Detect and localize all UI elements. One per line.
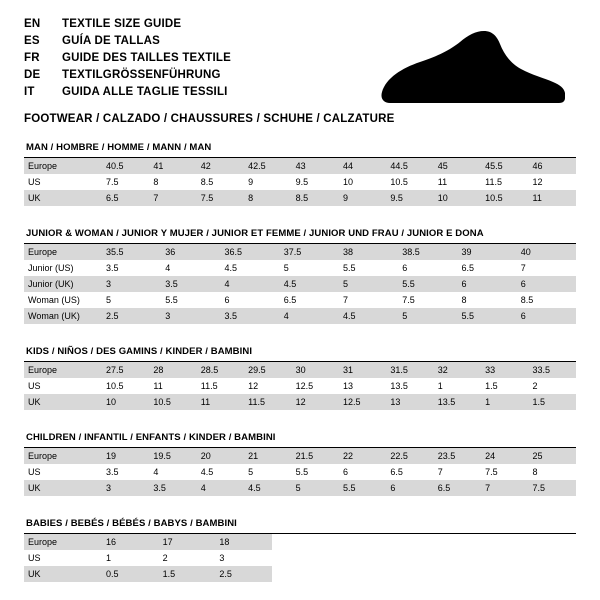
size-cell: 45.5 xyxy=(481,158,528,174)
size-cell: 42 xyxy=(197,158,244,174)
table-row xyxy=(24,550,272,566)
size-cell: 5 xyxy=(398,308,457,324)
size-cell: 22.5 xyxy=(386,448,433,464)
language-code: IT xyxy=(24,86,35,98)
row-label: UK xyxy=(24,394,102,410)
size-cell: 5.5 xyxy=(398,276,457,292)
section-spacer xyxy=(24,324,576,338)
size-cell: 13.5 xyxy=(434,394,481,410)
size-cell: 7.5 xyxy=(106,177,119,187)
size-cell: 8.5 xyxy=(200,177,214,187)
size-cell: 41 xyxy=(149,158,196,174)
size-cell: 10.5 xyxy=(390,177,408,187)
size-cell: 5 xyxy=(339,276,398,292)
size-cell: 22 xyxy=(339,448,386,464)
size-cell: 28 xyxy=(149,362,196,378)
size-cell: 3.5 xyxy=(221,308,280,324)
size-cell: 39 xyxy=(458,244,517,260)
size-table xyxy=(24,448,576,496)
size-cell: 3.5 xyxy=(106,263,119,273)
size-cell: 7 xyxy=(520,263,526,273)
size-section xyxy=(24,224,576,338)
language-title: GUIDA ALLE TAGLIE TESSILI xyxy=(62,86,228,98)
size-cell: 4.5 xyxy=(224,263,238,273)
size-cell: 35.5 xyxy=(102,244,161,260)
size-cell: 11 xyxy=(197,394,244,410)
size-cell: 8 xyxy=(461,295,467,305)
size-cell: 7.5 xyxy=(485,467,498,477)
language-title: GUÍA DE TALLAS xyxy=(62,35,160,47)
size-cell: 10 xyxy=(102,394,149,410)
size-cell: 1 xyxy=(437,381,443,391)
size-section-title: JUNIOR & WOMAN / JUNIOR Y MUJER / JUNIOR ET FEMME / JUNIOR UND FRAU / JUNIOR E DONA xyxy=(24,224,576,244)
size-cell: 44 xyxy=(339,158,386,174)
size-cell: 10.5 xyxy=(106,381,124,391)
row-label: UK xyxy=(24,480,102,496)
size-cell: 46 xyxy=(529,158,576,174)
size-cell: 11.5 xyxy=(485,177,502,187)
size-cell: 38.5 xyxy=(398,244,457,260)
size-section-title: MAN / HOMBRE / HOMME / MANN / MAN xyxy=(24,138,576,158)
size-cell: 5 xyxy=(292,480,339,496)
language-title: TEXTILE SIZE GUIDE xyxy=(62,18,182,30)
size-cell: 5.5 xyxy=(339,480,386,496)
size-cell: 31.5 xyxy=(386,362,433,378)
size-cell: 10.5 xyxy=(149,394,196,410)
size-cell: 17 xyxy=(159,534,216,550)
size-cell: 5.5 xyxy=(343,263,356,273)
size-cell: 10 xyxy=(342,177,353,187)
size-cell: 8 xyxy=(532,467,538,477)
table-row xyxy=(24,276,576,292)
row-label: UK xyxy=(24,566,102,582)
size-cell: 4.5 xyxy=(244,480,291,496)
table-row xyxy=(24,244,576,260)
row-label: Woman (US) xyxy=(28,295,80,305)
size-cell: 3.5 xyxy=(161,276,220,292)
size-cell: 6 xyxy=(224,295,230,305)
table-row xyxy=(24,480,576,496)
size-table xyxy=(24,158,576,206)
size-cell: 11 xyxy=(529,190,576,206)
section-spacer xyxy=(24,496,576,510)
row-label: Europe xyxy=(24,534,102,550)
size-cell: 1 xyxy=(106,553,112,563)
size-cell: 7.5 xyxy=(402,295,415,305)
size-cell: 7 xyxy=(481,480,528,496)
table-row xyxy=(24,378,576,394)
size-cell: 12.5 xyxy=(339,394,386,410)
table-row xyxy=(24,464,576,480)
row-label: US xyxy=(28,467,41,477)
size-section-title: BABIES / BEBÉS / BÉBÉS / BABYS / BAMBINI xyxy=(24,514,576,534)
size-section xyxy=(24,342,576,424)
size-cell: 4 xyxy=(153,467,159,477)
size-cell: 42.5 xyxy=(244,158,291,174)
size-cell: 6 xyxy=(458,276,517,292)
size-section xyxy=(24,428,576,510)
size-cell: 7 xyxy=(149,190,196,206)
row-label: Junior (US) xyxy=(28,263,74,273)
size-tables xyxy=(24,138,576,596)
size-cell: 7 xyxy=(437,467,443,477)
size-cell: 4.5 xyxy=(280,276,339,292)
size-cell: 4 xyxy=(280,308,339,324)
size-cell: 3 xyxy=(219,553,225,563)
language-code: ES xyxy=(24,35,40,47)
table-row xyxy=(24,362,576,378)
size-cell: 36 xyxy=(161,244,220,260)
language-code: EN xyxy=(24,18,41,30)
size-cell: 6.5 xyxy=(434,480,481,496)
size-cell: 9 xyxy=(248,177,254,187)
size-section xyxy=(24,514,576,596)
section-spacer xyxy=(24,410,576,424)
table-row xyxy=(24,394,576,410)
size-cell: 11 xyxy=(437,177,448,187)
language-title: GUIDE DES TAILLES TEXTILE xyxy=(62,52,231,64)
size-cell: 13.5 xyxy=(390,381,408,391)
size-cell: 11 xyxy=(153,381,163,391)
size-cell: 4.5 xyxy=(339,308,398,324)
size-cell: 9 xyxy=(339,190,386,206)
size-cell: 6 xyxy=(517,308,576,324)
row-label: US xyxy=(28,381,41,391)
size-cell: 6 xyxy=(402,263,408,273)
row-label: Europe xyxy=(24,244,102,260)
size-cell: 9.5 xyxy=(295,177,309,187)
size-cell: 2 xyxy=(532,381,538,391)
size-cell: 4 xyxy=(197,480,244,496)
size-cell: 5.5 xyxy=(295,467,309,477)
size-cell: 2 xyxy=(162,553,168,563)
language-code: DE xyxy=(24,69,41,81)
size-cell: 12.5 xyxy=(295,381,314,391)
language-title: TEXTILGRÖSSENFÜHRUNG xyxy=(62,69,221,81)
size-cell: 11.5 xyxy=(200,381,218,391)
size-cell: 6.5 xyxy=(283,295,297,305)
category-title: FOOTWEAR / CALZADO / CHAUSSURES / SCHUHE / CALZATURE xyxy=(24,113,395,125)
row-label: Junior (UK) xyxy=(24,276,102,292)
size-table xyxy=(24,244,576,324)
size-cell: 32 xyxy=(434,362,481,378)
size-cell: 24 xyxy=(481,448,528,464)
size-cell: 6.5 xyxy=(102,190,149,206)
size-cell: 20 xyxy=(197,448,244,464)
size-cell: 5 xyxy=(106,295,112,305)
size-cell: 6.5 xyxy=(390,467,403,477)
size-cell: 21 xyxy=(244,448,291,464)
size-cell: 33.5 xyxy=(529,362,576,378)
size-cell: 4 xyxy=(221,276,280,292)
size-cell: 7.5 xyxy=(197,190,244,206)
size-cell: 5 xyxy=(248,467,254,477)
size-cell: 43 xyxy=(292,158,339,174)
size-cell: 4 xyxy=(165,263,171,273)
table-row xyxy=(24,534,272,550)
section-spacer xyxy=(24,206,576,220)
size-cell: 45 xyxy=(434,158,481,174)
size-cell: 4.5 xyxy=(200,467,214,477)
size-cell: 7 xyxy=(343,295,349,305)
size-cell: 38 xyxy=(339,244,398,260)
row-label: US xyxy=(28,177,41,187)
table-row xyxy=(24,448,576,464)
size-cell: 27.5 xyxy=(102,362,149,378)
size-cell: 1.5 xyxy=(529,394,576,410)
size-cell: 1.5 xyxy=(159,566,216,582)
row-label: Europe xyxy=(24,362,102,378)
size-cell: 0.5 xyxy=(102,566,159,582)
size-cell: 2.5 xyxy=(215,566,272,582)
size-cell: 1.5 xyxy=(485,381,498,391)
size-table xyxy=(24,534,272,582)
size-cell: 23.5 xyxy=(434,448,481,464)
size-cell: 8.5 xyxy=(292,190,339,206)
size-cell: 19.5 xyxy=(149,448,196,464)
size-cell: 12 xyxy=(532,177,543,187)
table-row xyxy=(24,260,576,276)
size-cell: 9.5 xyxy=(386,190,433,206)
size-cell: 13 xyxy=(342,381,353,391)
size-cell: 37.5 xyxy=(280,244,339,260)
dress-shoe-icon xyxy=(376,30,566,106)
size-cell: 44.5 xyxy=(386,158,433,174)
size-cell: 3 xyxy=(102,276,161,292)
row-label: Europe xyxy=(24,158,102,174)
size-cell: 31 xyxy=(339,362,386,378)
size-cell: 10 xyxy=(434,190,481,206)
size-cell: 18 xyxy=(215,534,272,550)
table-row xyxy=(24,292,576,308)
size-cell: 16 xyxy=(102,534,159,550)
size-cell: 3.5 xyxy=(149,480,196,496)
size-cell: 33 xyxy=(481,362,528,378)
size-cell: 6 xyxy=(386,480,433,496)
table-row xyxy=(24,174,576,190)
size-cell: 6 xyxy=(517,276,576,292)
size-cell: 11.5 xyxy=(244,394,291,410)
size-cell: 3 xyxy=(102,480,149,496)
table-row xyxy=(24,308,576,324)
table-row xyxy=(24,190,576,206)
size-cell: 12 xyxy=(292,394,339,410)
size-cell: 12 xyxy=(248,381,259,391)
size-cell: 29.5 xyxy=(244,362,291,378)
size-cell: 6.5 xyxy=(461,263,475,273)
size-cell: 1 xyxy=(481,394,528,410)
size-table xyxy=(24,362,576,410)
size-cell: 5.5 xyxy=(165,295,178,305)
row-label: UK xyxy=(24,190,102,206)
section-spacer xyxy=(24,582,576,596)
size-cell: 3 xyxy=(161,308,220,324)
size-cell: 6 xyxy=(342,467,348,477)
size-cell: 36.5 xyxy=(221,244,280,260)
size-cell: 10.5 xyxy=(481,190,528,206)
row-label: US xyxy=(28,553,41,563)
row-label: Europe xyxy=(24,448,102,464)
size-cell: 8 xyxy=(244,190,291,206)
size-section xyxy=(24,138,576,220)
size-cell: 8.5 xyxy=(520,295,534,305)
size-cell: 2.5 xyxy=(102,308,161,324)
size-cell: 19 xyxy=(102,448,149,464)
size-cell: 30 xyxy=(292,362,339,378)
table-row xyxy=(24,158,576,174)
size-cell: 3.5 xyxy=(106,467,119,477)
document-header xyxy=(24,18,576,125)
size-cell: 8 xyxy=(153,177,159,187)
size-section-title: KIDS / NIÑOS / DES GAMINS / KINDER / BAMBINI xyxy=(24,342,576,362)
size-cell: 28.5 xyxy=(197,362,244,378)
size-cell: 40.5 xyxy=(102,158,149,174)
size-cell: 7.5 xyxy=(529,480,576,496)
size-cell: 5.5 xyxy=(458,308,517,324)
size-section-title: CHILDREN / INFANTIL / ENFANTS / KINDER / BAMBINI xyxy=(24,428,576,448)
size-cell: 40 xyxy=(517,244,576,260)
size-cell: 13 xyxy=(386,394,433,410)
size-cell: 5 xyxy=(283,263,289,273)
language-code: FR xyxy=(24,52,40,64)
size-cell: 25 xyxy=(529,448,576,464)
row-label: Woman (UK) xyxy=(24,308,102,324)
size-cell: 21.5 xyxy=(292,448,339,464)
table-row xyxy=(24,566,272,582)
